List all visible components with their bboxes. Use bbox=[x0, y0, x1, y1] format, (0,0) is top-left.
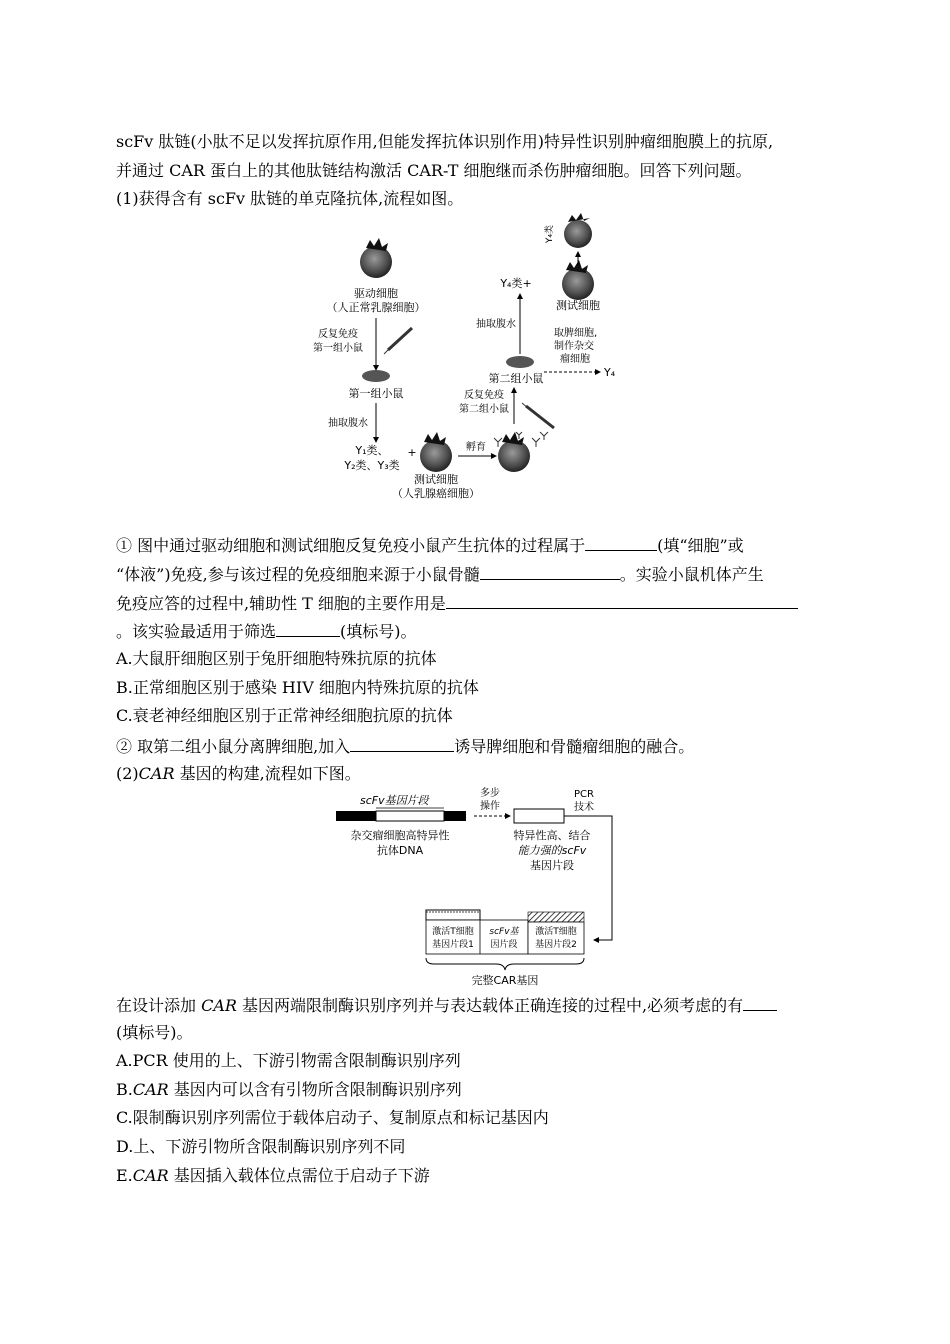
answer-blank-2[interactable] bbox=[480, 563, 620, 580]
immunize-2-label-a: 反复免疫 bbox=[464, 390, 504, 401]
drive-cell-icon bbox=[360, 238, 392, 278]
incubate-label: 孵育 bbox=[466, 442, 486, 453]
question-2-line-1: 在设计添加 CAR 基因两端限制酶识别序列并与表达载体正确连接的过程中,必须考虑的有 bbox=[116, 994, 777, 1016]
test-cell-sublabel: （人乳腺癌细胞） bbox=[392, 487, 480, 500]
option-B: B.正常细胞区别于感染 HIV 细胞内特殊抗原的抗体 bbox=[116, 678, 479, 697]
question-2-line-2: (填标号)。 bbox=[116, 1023, 193, 1042]
pcr-label-a: PCR bbox=[574, 789, 594, 800]
immunize-2-label-b: 第二组小鼠 bbox=[459, 404, 509, 415]
text-line-2: 并通过 CAR 蛋白上的其他肽链结构激活 CAR-T 细胞继而杀伤肿瘤细胞。回答下列问题。 bbox=[116, 161, 752, 180]
option-2-B: B.CAR 基因内可以含有引物所含限制酶识别序列 bbox=[116, 1080, 462, 1099]
question-1-line-4: 。该实验最适用于筛选 (填标号)。 bbox=[116, 622, 417, 641]
multi-step-label-a: 多步 bbox=[480, 788, 500, 799]
figure-2-car-gene-construction bbox=[326, 784, 626, 990]
test-cell-2-label: 测试细胞 bbox=[556, 299, 600, 312]
activate-t-cell-2-label-a: 激活T细胞 bbox=[535, 927, 577, 937]
answer-blank-6[interactable] bbox=[743, 994, 777, 1011]
mouse-1-icon bbox=[362, 370, 390, 382]
antibody-y1-label: Y₁类、 bbox=[355, 444, 389, 457]
answer-blank-1[interactable] bbox=[585, 534, 657, 551]
option-2-A: A.PCR 使用的上、下游引物需含限制酶识别序列 bbox=[116, 1051, 461, 1070]
question-1-line-2: “体液”)免疫,参与该过程的免疫细胞来源于小鼠骨髓 。实验小鼠机体产生 bbox=[116, 565, 764, 584]
ascites-2-label: 抽取腹水 bbox=[476, 319, 516, 330]
answer-blank-3[interactable] bbox=[446, 592, 798, 609]
hybridoma-dna-label-b: 抗体DNA bbox=[376, 844, 424, 857]
immunize-1-label-a: 反复免疫 bbox=[318, 329, 358, 340]
spleen-label-b: 制作杂交 bbox=[554, 341, 594, 352]
option-2-D: D.上、下游引物所含限制酶识别序列不同 bbox=[116, 1137, 406, 1156]
mouse-2-label: 第二组小鼠 bbox=[488, 372, 544, 385]
specific-scfv-label-c: 基因片段 bbox=[530, 859, 574, 872]
multi-step-label-b: 操作 bbox=[480, 801, 500, 812]
option-2-E: E.CAR 基因插入载体位点需位于启动子下游 bbox=[116, 1166, 430, 1185]
ascites-1-label: 抽取腹水 bbox=[328, 418, 368, 429]
scfv-segment-label: scFv基因片段 bbox=[360, 794, 429, 807]
antibody-y4-label: Y₄类+ bbox=[500, 277, 532, 290]
question-1-line-1: ① 图中通过驱动细胞和测试细胞反复免疫小鼠产生抗体的过程属于 (填“细胞”或 bbox=[116, 536, 744, 555]
part-2-intro: (2)CAR 基因的构建,流程如下图。 bbox=[116, 764, 361, 783]
scfv-mid-label-b: 因片段 bbox=[490, 940, 518, 950]
test-cell-label: 测试细胞 bbox=[414, 473, 458, 486]
spleen-label-c: 瘤细胞 bbox=[560, 354, 590, 365]
drive-cell-sublabel: （人正常乳腺细胞） bbox=[326, 301, 426, 314]
answer-blank-4[interactable] bbox=[276, 620, 340, 637]
activate-t-cell-1-label-a: 激活T细胞 bbox=[432, 927, 474, 937]
text-line-3: (1)获得含有 scFv 肽链的单克隆抗体,流程如图。 bbox=[116, 189, 464, 208]
antibody-y23-label: Y₂类、Y₃类 bbox=[344, 459, 400, 472]
antibody-y4-top-label: Y₄类 bbox=[545, 224, 555, 244]
specific-scfv-label-a: 特异性高、结合 bbox=[513, 829, 591, 842]
question-1-part-2: ② 取第二组小鼠分离脾细胞,加入 诱导脾细胞和骨髓瘤细胞的融合。 bbox=[116, 737, 695, 756]
activate-t-cell-2-label-b: 基因片段2 bbox=[535, 940, 577, 950]
answer-blank-5[interactable] bbox=[350, 735, 454, 752]
mouse-1-label: 第一组小鼠 bbox=[348, 387, 404, 400]
test-cell-icon bbox=[420, 432, 452, 472]
spleen-label-a: 取脾细胞, bbox=[554, 328, 598, 339]
option-2-C: C.限制酶识别序列需位于载体启动子、复制原点和标记基因内 bbox=[116, 1108, 549, 1127]
question-1-line-3: 免疫应答的过程中,辅助性 T 细胞的主要作用是 bbox=[116, 592, 798, 614]
text-line-1: scFv 肽链(小肽不足以发挥抗原作用,但能发挥抗体识别作用)特异性识别肿瘤细胞膜上的抗原, bbox=[116, 132, 774, 151]
option-C: C.衰老神经细胞区别于正常神经细胞抗原的抗体 bbox=[116, 706, 453, 725]
pcr-label-b: 技术 bbox=[574, 802, 594, 813]
antibody-bound-cell-icon bbox=[494, 432, 548, 472]
activate-t-cell-1-label-b: 基因片段1 bbox=[432, 940, 474, 950]
figure-1-monoclonal-antibody-flow bbox=[300, 210, 650, 510]
y4-output-label: Y₄ bbox=[604, 366, 616, 379]
syringe-icon-2 bbox=[522, 403, 554, 428]
syringe-icon bbox=[384, 328, 412, 354]
immunize-1-label-b: 第一组小鼠 bbox=[313, 343, 363, 354]
drive-cell-label: 驱动细胞 bbox=[354, 287, 398, 300]
specific-scfv-label-b: 能力强的scFv bbox=[517, 844, 587, 857]
hybridoma-dna-label-a: 杂交瘤细胞高特异性 bbox=[350, 829, 450, 842]
antibody-bound-test-cell-icon bbox=[564, 213, 592, 248]
plus-sign: + bbox=[407, 446, 417, 459]
option-A: A.大鼠肝细胞区别于兔肝细胞特殊抗原的抗体 bbox=[116, 649, 437, 668]
scfv-mid-label-a: scFv基 bbox=[489, 927, 519, 937]
mouse-2-icon bbox=[506, 356, 534, 368]
complete-car-gene-label: 完整CAR基因 bbox=[471, 974, 539, 987]
